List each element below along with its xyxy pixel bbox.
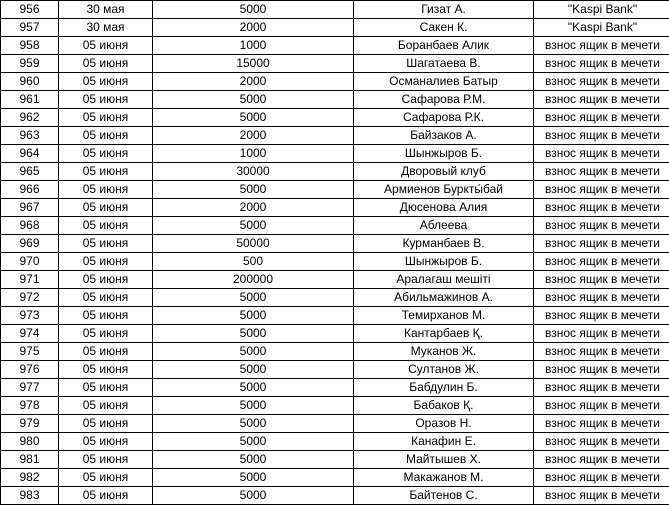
table-row [1, 127, 669, 145]
row-number-cell: 982 [1, 469, 59, 487]
date-cell: 05 июня [59, 397, 153, 415]
amount-cell: 500 [153, 253, 354, 271]
date-cell: 05 июня [59, 199, 153, 217]
row-number-cell: 958 [1, 37, 59, 55]
amount-cell: 5000 [153, 379, 354, 397]
date-cell: 05 июня [59, 181, 153, 199]
donor-name-cell: Канафин Е. [354, 433, 534, 451]
date-cell: 05 июня [59, 325, 153, 343]
amount-cell: 5000 [153, 433, 354, 451]
date-cell: 05 июня [59, 163, 153, 181]
date-cell: 05 июня [59, 109, 153, 127]
date-cell: 05 июня [59, 469, 153, 487]
note-cell: взнос ящик в мечети [534, 487, 669, 505]
table-row [1, 397, 669, 415]
donor-name-cell: Шынжыров Б. [354, 145, 534, 163]
note-cell: взнос ящик в мечети [534, 307, 669, 325]
table-row [1, 343, 669, 361]
date-cell: 05 июня [59, 343, 153, 361]
row-number-cell: 972 [1, 289, 59, 307]
row-number-cell: 978 [1, 397, 59, 415]
amount-cell: 5000 [153, 415, 354, 433]
amount-cell: 2000 [153, 73, 354, 91]
date-cell: 05 июня [59, 307, 153, 325]
table-row [1, 289, 669, 307]
note-cell: взнос ящик в мечети [534, 253, 669, 271]
donor-name-cell: Темирханов М. [354, 307, 534, 325]
date-cell: 05 июня [59, 433, 153, 451]
date-cell: 05 июня [59, 451, 153, 469]
amount-cell: 5000 [153, 361, 354, 379]
table-row [1, 487, 669, 505]
date-cell: 05 июня [59, 73, 153, 91]
donor-name-cell: Кантарбаев Қ. [354, 325, 534, 343]
row-number-cell: 967 [1, 199, 59, 217]
note-cell: взнос ящик в мечети [534, 415, 669, 433]
donor-name-cell: Дюсенова Алия [354, 199, 534, 217]
donor-name-cell: Армиенов Буркты́бай [354, 181, 534, 199]
note-cell: взнос ящик в мечети [534, 325, 669, 343]
table-row [1, 163, 669, 181]
donor-name-cell: Оразов Н. [354, 415, 534, 433]
note-cell: взнос ящик в мечети [534, 73, 669, 91]
row-number-cell: 976 [1, 361, 59, 379]
donor-name-cell: Боранбаев Алик [354, 37, 534, 55]
table-row [1, 271, 669, 289]
note-cell: взнос ящик в мечети [534, 469, 669, 487]
amount-cell: 50000 [153, 235, 354, 253]
donor-name-cell: Сафарова Р.М. [354, 91, 534, 109]
donor-name-cell: Шагатаева В. [354, 55, 534, 73]
row-number-cell: 968 [1, 217, 59, 235]
table-row [1, 379, 669, 397]
amount-cell: 5000 [153, 181, 354, 199]
row-number-cell: 964 [1, 145, 59, 163]
note-cell: взнос ящик в мечети [534, 397, 669, 415]
note-cell: взнос ящик в мечети [534, 451, 669, 469]
amount-cell: 5000 [153, 307, 354, 325]
date-cell: 05 июня [59, 145, 153, 163]
note-cell: взнос ящик в мечети [534, 379, 669, 397]
date-cell: 05 июня [59, 361, 153, 379]
donor-name-cell: Бабаков Қ. [354, 397, 534, 415]
row-number-cell: 961 [1, 91, 59, 109]
amount-cell: 2000 [153, 127, 354, 145]
table-row [1, 199, 669, 217]
amount-cell: 5000 [153, 217, 354, 235]
date-cell: 05 июня [59, 415, 153, 433]
amount-cell: 5000 [153, 325, 354, 343]
table-row [1, 415, 669, 433]
row-number-cell: 980 [1, 433, 59, 451]
table-row [1, 325, 669, 343]
note-cell: взнос ящик в мечети [534, 199, 669, 217]
date-cell: 05 июня [59, 253, 153, 271]
amount-cell: 5000 [153, 451, 354, 469]
table-row [1, 145, 669, 163]
table-row [1, 1, 669, 19]
note-cell: взнос ящик в мечети [534, 217, 669, 235]
amount-cell: 15000 [153, 55, 354, 73]
donor-name-cell: Османалиев Батыр [354, 73, 534, 91]
table-row [1, 55, 669, 73]
table-row [1, 19, 669, 37]
donor-name-cell: Аралагаш мешіті [354, 271, 534, 289]
row-number-cell: 975 [1, 343, 59, 361]
donor-name-cell: Байзаков А. [354, 127, 534, 145]
donor-name-cell: Сафарова Р.К. [354, 109, 534, 127]
row-number-cell: 963 [1, 127, 59, 145]
table-row [1, 91, 669, 109]
table-row [1, 73, 669, 91]
table-body [1, 1, 669, 505]
row-number-cell: 977 [1, 379, 59, 397]
row-number-cell: 979 [1, 415, 59, 433]
note-cell: взнос ящик в мечети [534, 127, 669, 145]
date-cell: 05 июня [59, 289, 153, 307]
amount-cell: 5000 [153, 1, 354, 19]
amount-cell: 5000 [153, 397, 354, 415]
donor-name-cell: Гизат А. [354, 1, 534, 19]
date-cell: 05 июня [59, 235, 153, 253]
date-cell: 05 июня [59, 271, 153, 289]
table-row [1, 181, 669, 199]
date-cell: 30 мая [59, 19, 153, 37]
donor-name-cell: Дворовый клуб [354, 163, 534, 181]
row-number-cell: 966 [1, 181, 59, 199]
table-row [1, 109, 669, 127]
row-number-cell: 981 [1, 451, 59, 469]
note-cell: "Kaspi Bank" [534, 19, 669, 37]
amount-cell: 5000 [153, 91, 354, 109]
row-number-cell: 957 [1, 19, 59, 37]
row-number-cell: 965 [1, 163, 59, 181]
donor-name-cell: Курманбаев В. [354, 235, 534, 253]
row-number-cell: 971 [1, 271, 59, 289]
donor-name-cell: Султанов Ж. [354, 361, 534, 379]
amount-cell: 2000 [153, 19, 354, 37]
note-cell: взнос ящик в мечети [534, 289, 669, 307]
donor-name-cell: Майтышев Х. [354, 451, 534, 469]
donor-name-cell: Сакен К. [354, 19, 534, 37]
row-number-cell: 983 [1, 487, 59, 505]
donor-name-cell: Муканов Ж. [354, 343, 534, 361]
amount-cell: 2000 [153, 199, 354, 217]
table-row [1, 433, 669, 451]
note-cell: взнос ящик в мечети [534, 145, 669, 163]
date-cell: 05 июня [59, 37, 153, 55]
amount-cell: 1000 [153, 145, 354, 163]
table-row [1, 451, 669, 469]
table-row [1, 307, 669, 325]
note-cell: взнос ящик в мечети [534, 91, 669, 109]
note-cell: взнос ящик в мечети [534, 433, 669, 451]
note-cell: "Kaspi Bank" [534, 1, 669, 19]
date-cell: 05 июня [59, 91, 153, 109]
table-row [1, 235, 669, 253]
amount-cell: 5000 [153, 109, 354, 127]
date-cell: 05 июня [59, 127, 153, 145]
note-cell: взнос ящик в мечети [534, 109, 669, 127]
note-cell: взнос ящик в мечети [534, 271, 669, 289]
date-cell: 05 июня [59, 379, 153, 397]
amount-cell: 5000 [153, 343, 354, 361]
note-cell: взнос ящик в мечети [534, 235, 669, 253]
date-cell: 30 мая [59, 1, 153, 19]
date-cell: 05 июня [59, 55, 153, 73]
table-row [1, 253, 669, 271]
note-cell: взнос ящик в мечети [534, 163, 669, 181]
row-number-cell: 956 [1, 1, 59, 19]
row-number-cell: 962 [1, 109, 59, 127]
amount-cell: 1000 [153, 37, 354, 55]
donor-name-cell: Бабдулин Б. [354, 379, 534, 397]
donor-name-cell: Аблеева [354, 217, 534, 235]
donor-name-cell: Байтенов С. [354, 487, 534, 505]
row-number-cell: 960 [1, 73, 59, 91]
amount-cell: 30000 [153, 163, 354, 181]
note-cell: взнос ящик в мечети [534, 55, 669, 73]
date-cell: 05 июня [59, 487, 153, 505]
row-number-cell: 974 [1, 325, 59, 343]
row-number-cell: 959 [1, 55, 59, 73]
note-cell: взнос ящик в мечети [534, 361, 669, 379]
date-cell: 05 июня [59, 217, 153, 235]
row-number-cell: 970 [1, 253, 59, 271]
amount-cell: 5000 [153, 469, 354, 487]
row-number-cell: 969 [1, 235, 59, 253]
table-row [1, 361, 669, 379]
note-cell: взнос ящик в мечети [534, 37, 669, 55]
table-row [1, 37, 669, 55]
donor-name-cell: Макажанов М. [354, 469, 534, 487]
amount-cell: 5000 [153, 487, 354, 505]
table-row [1, 217, 669, 235]
note-cell: взнос ящик в мечети [534, 343, 669, 361]
row-number-cell: 973 [1, 307, 59, 325]
note-cell: взнос ящик в мечети [534, 181, 669, 199]
donor-name-cell: Абильмажинов А. [354, 289, 534, 307]
amount-cell: 200000 [153, 271, 354, 289]
donor-name-cell: Шынжыров Б. [354, 253, 534, 271]
amount-cell: 5000 [153, 289, 354, 307]
table-row [1, 469, 669, 487]
